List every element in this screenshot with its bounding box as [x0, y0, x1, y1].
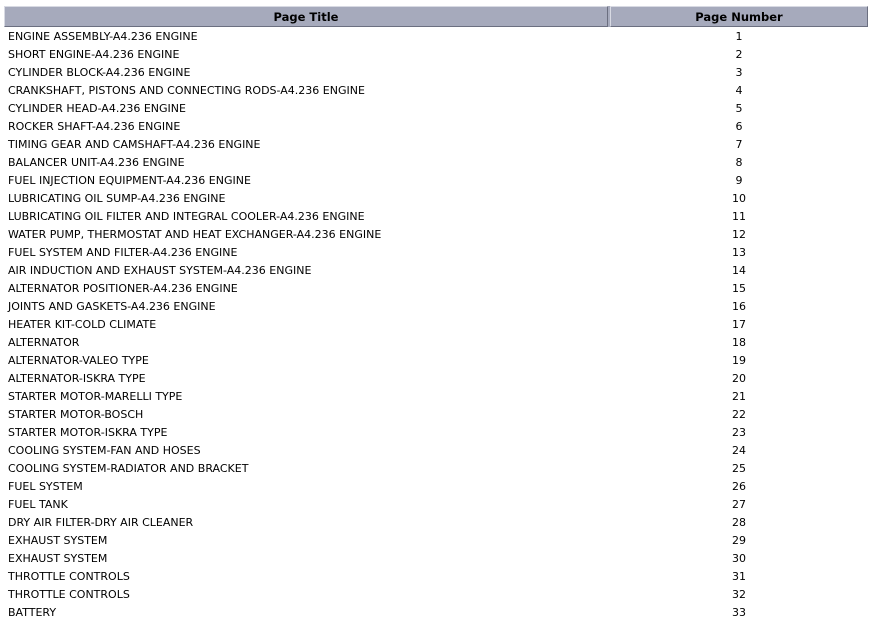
page-number-cell[interactable]: 21: [732, 389, 746, 403]
page-number-cell[interactable]: 27: [732, 497, 746, 511]
page-number-cell[interactable]: 16: [732, 299, 746, 313]
page-number-cell[interactable]: 31: [732, 569, 746, 583]
table-row[interactable]: [4, 441, 868, 459]
page-number-cell[interactable]: 18: [732, 335, 746, 349]
table-row[interactable]: [4, 81, 868, 99]
page-title-cell[interactable]: AIR INDUCTION AND EXHAUST SYSTEM-A4.236 ENGINE: [8, 263, 312, 277]
table-row[interactable]: [4, 549, 868, 567]
table-row[interactable]: [4, 405, 868, 423]
page-title-cell[interactable]: EXHAUST SYSTEM: [8, 551, 108, 565]
page-number-cell[interactable]: 28: [732, 515, 746, 529]
page-title-cell[interactable]: LUBRICATING OIL FILTER AND INTEGRAL COOLER-A4.236 ENGINE: [8, 209, 365, 223]
table-header-row: [4, 6, 868, 27]
page-number-cell[interactable]: 26: [732, 479, 746, 493]
page-title-cell[interactable]: COOLING SYSTEM-RADIATOR AND BRACKET: [8, 461, 249, 475]
page-title-cell[interactable]: ENGINE ASSEMBLY-A4.236 ENGINE: [8, 29, 198, 43]
table-row[interactable]: [4, 243, 868, 261]
table-row[interactable]: [4, 225, 868, 243]
page-number-cell[interactable]: 1: [735, 29, 743, 43]
page-title-cell[interactable]: SHORT ENGINE-A4.236 ENGINE: [8, 47, 180, 61]
page-number-cell[interactable]: 12: [732, 227, 746, 241]
page-number-cell[interactable]: 29: [732, 533, 746, 547]
table-row[interactable]: [4, 459, 868, 477]
table-row[interactable]: [4, 333, 868, 351]
page-title-cell[interactable]: BATTERY: [8, 605, 57, 619]
page-title-cell[interactable]: FUEL INJECTION EQUIPMENT-A4.236 ENGINE: [8, 173, 251, 187]
page-title-cell[interactable]: FUEL SYSTEM: [8, 479, 83, 493]
page-number-cell[interactable]: 8: [735, 155, 743, 169]
table-row[interactable]: [4, 477, 868, 495]
page-title-cell[interactable]: STARTER MOTOR-BOSCH: [8, 407, 144, 421]
page-number-cell[interactable]: 4: [735, 83, 743, 97]
page-title-cell[interactable]: WATER PUMP, THERMOSTAT AND HEAT EXCHANGER-A4.236 ENGINE: [8, 227, 382, 241]
page-title-cell[interactable]: COOLING SYSTEM-FAN AND HOSES: [8, 443, 201, 457]
table-row[interactable]: [4, 63, 868, 81]
page-number-cell[interactable]: 9: [735, 173, 743, 187]
table-row[interactable]: [4, 189, 868, 207]
page-number-cell[interactable]: 15: [732, 281, 746, 295]
table-row[interactable]: [4, 423, 868, 441]
page-number-cell[interactable]: 30: [732, 551, 746, 565]
page-title-cell[interactable]: EXHAUST SYSTEM: [8, 533, 108, 547]
page-title-cell[interactable]: CYLINDER BLOCK-A4.236 ENGINE: [8, 65, 191, 79]
page-title-cell[interactable]: ALTERNATOR-VALEO TYPE: [8, 353, 149, 367]
page-number-cell[interactable]: 32: [732, 587, 746, 601]
table-row[interactable]: [4, 45, 868, 63]
table-row[interactable]: [4, 531, 868, 549]
page-number-cell[interactable]: 17: [732, 317, 746, 331]
page-title-cell[interactable]: ALTERNATOR POSITIONER-A4.236 ENGINE: [8, 281, 238, 295]
table-row[interactable]: [4, 387, 868, 405]
page-title-cell[interactable]: STARTER MOTOR-ISKRA TYPE: [8, 425, 168, 439]
page-number-cell[interactable]: 6: [735, 119, 743, 133]
page-number-cell[interactable]: 14: [732, 263, 746, 277]
page-title-cell[interactable]: CRANKSHAFT, PISTONS AND CONNECTING RODS-A4.236 ENGINE: [8, 83, 365, 97]
page-number-cell[interactable]: 20: [732, 371, 746, 385]
page-number-cell[interactable]: 2: [735, 47, 743, 61]
table-row[interactable]: [4, 207, 868, 225]
page-title-cell[interactable]: THROTTLE CONTROLS: [8, 587, 130, 601]
table-row[interactable]: [4, 27, 868, 45]
page-number-cell[interactable]: 24: [732, 443, 746, 457]
page-number-cell[interactable]: 13: [732, 245, 746, 259]
table-row[interactable]: [4, 495, 868, 513]
table-row[interactable]: [4, 279, 868, 297]
table-row[interactable]: [4, 369, 868, 387]
page-title-cell[interactable]: FUEL TANK: [8, 497, 68, 511]
page-index-table: [4, 6, 868, 621]
table-row[interactable]: [4, 297, 868, 315]
page-title-cell[interactable]: BALANCER UNIT-A4.236 ENGINE: [8, 155, 185, 169]
table-row[interactable]: [4, 315, 868, 333]
page-number-cell[interactable]: 3: [735, 65, 743, 79]
table-body: [4, 27, 868, 621]
table-row[interactable]: [4, 117, 868, 135]
table-row[interactable]: [4, 171, 868, 189]
page-title-cell[interactable]: ROCKER SHAFT-A4.236 ENGINE: [8, 119, 181, 133]
page-number-cell[interactable]: 33: [732, 605, 746, 619]
page-title-cell[interactable]: HEATER KIT-COLD CLIMATE: [8, 317, 157, 331]
column-header-page-title[interactable]: Page Title: [4, 6, 608, 27]
page-number-cell[interactable]: 11: [732, 209, 746, 223]
table-row[interactable]: [4, 351, 868, 369]
table-row[interactable]: [4, 567, 868, 585]
page-title-cell[interactable]: ALTERNATOR: [8, 335, 80, 349]
page-number-cell[interactable]: 22: [732, 407, 746, 421]
table-row[interactable]: [4, 135, 868, 153]
page-number-cell[interactable]: 23: [732, 425, 746, 439]
column-header-page-number[interactable]: Page Number: [610, 6, 868, 27]
page-title-cell[interactable]: LUBRICATING OIL SUMP-A4.236 ENGINE: [8, 191, 226, 205]
page-number-cell[interactable]: 10: [732, 191, 746, 205]
page-number-cell[interactable]: 5: [735, 101, 743, 115]
page-title-cell[interactable]: DRY AIR FILTER-DRY AIR CLEANER: [8, 515, 194, 529]
page-title-cell[interactable]: ALTERNATOR-ISKRA TYPE: [8, 371, 146, 385]
page-number-cell[interactable]: 7: [735, 137, 743, 151]
table-row[interactable]: [4, 261, 868, 279]
page-title-cell[interactable]: CYLINDER HEAD-A4.236 ENGINE: [8, 101, 186, 115]
table-row[interactable]: [4, 585, 868, 603]
page-title-cell[interactable]: THROTTLE CONTROLS: [8, 569, 130, 583]
page-title-cell[interactable]: JOINTS AND GASKETS-A4.236 ENGINE: [8, 299, 216, 313]
page-number-cell[interactable]: 19: [732, 353, 746, 367]
page-number-cell[interactable]: 25: [732, 461, 746, 475]
page-title-cell[interactable]: STARTER MOTOR-MARELLI TYPE: [8, 389, 183, 403]
table-row[interactable]: [4, 513, 868, 531]
page-title-cell[interactable]: TIMING GEAR AND CAMSHAFT-A4.236 ENGINE: [8, 137, 261, 151]
table-row[interactable]: [4, 99, 868, 117]
table-row[interactable]: [4, 153, 868, 171]
page-title-cell[interactable]: FUEL SYSTEM AND FILTER-A4.236 ENGINE: [8, 245, 238, 259]
table-row[interactable]: [4, 603, 868, 621]
